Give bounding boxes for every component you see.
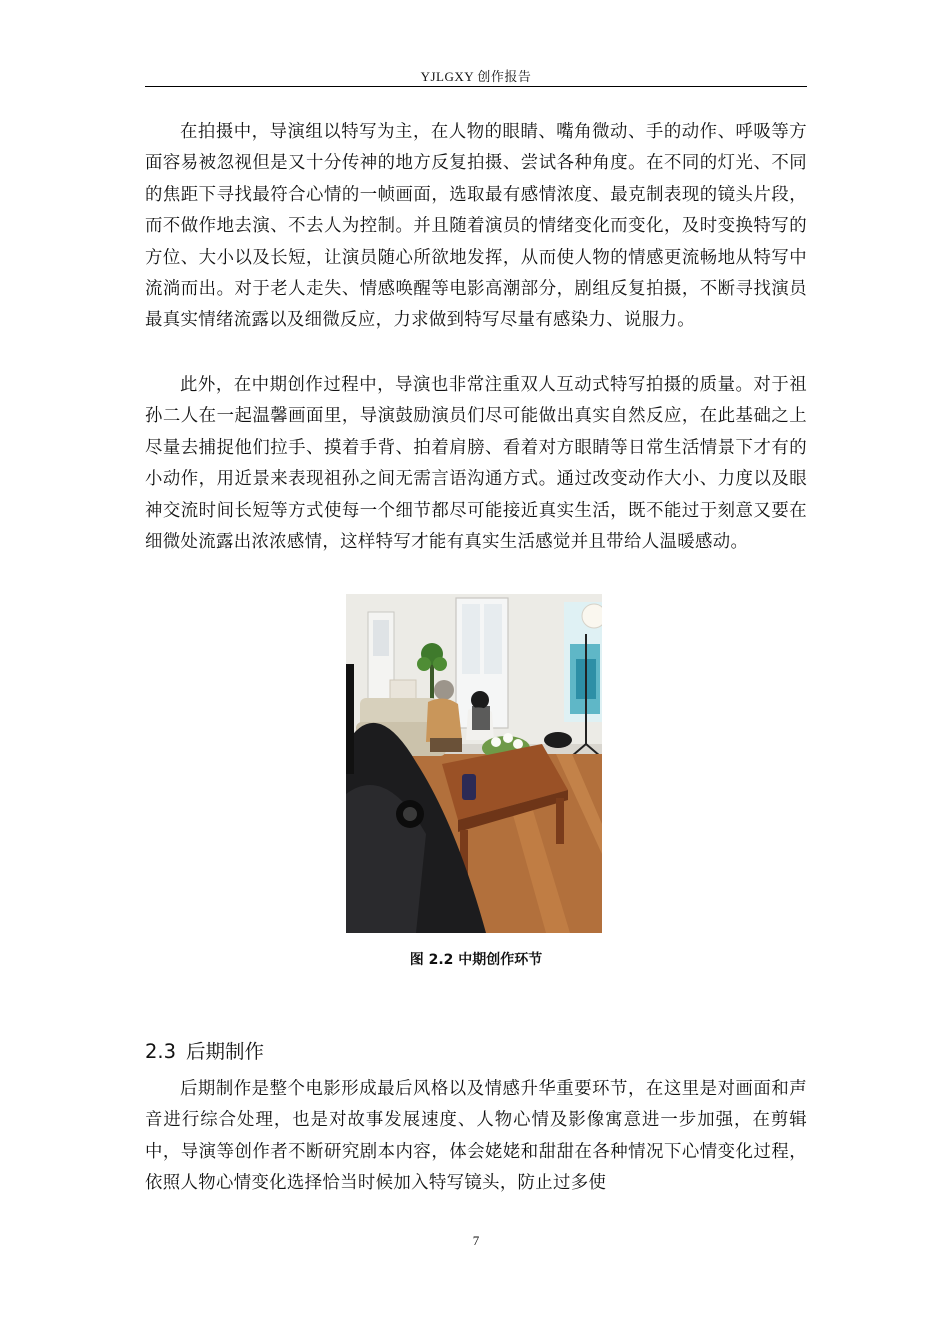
page-number: 7 [472, 1233, 480, 1248]
header-rule [145, 86, 807, 87]
running-header: YJLGXY 创作报告 [420, 69, 532, 84]
production-photo [346, 594, 602, 933]
section-number: 2.3 [145, 1040, 177, 1063]
figure-caption: 图 2.2 中期创作环节 [409, 952, 543, 968]
section-heading [145, 1036, 264, 1064]
section-title-text: 后期制作 [186, 1040, 265, 1063]
paragraph-filming-closeups: 在拍摄中，导演组以特写为主，在人物的眼睛、嘴角微动、手的动作、呼吸等方面容易被忽视但是又十分传神的地方反复拍摄、尝试各种角度。在不同的灯光、不同的焦距下寻找最符合心情的一帧画面，选取最有感情浓度、最克制表现的镜头片段，而不做作地去演、不去人为控制。并且随着演员的情绪变化而变化，及时变换特写的方位、大小以及长短，让演员随心所欲地发挥，从而使人物的情感更流畅地从特写中流淌而出。对于老人走失、情感唤醒等电影高潮部分，剧组反复拍摄，不断寻找演员最真实情绪流露以及细微反应，力求做到特写尽量有感染力、说服力。 [145, 122, 807, 331]
paragraph-two-person-closeups: 此外，在中期创作过程中，导演也非常注重双人互动式特写拍摄的质量。对于祖孙二人在一起温馨画面里，导演鼓励演员们尽可能做出真实自然反应，在此基础之上尽量去捕捉他们拉手、摸着手背、拍着肩膀、看着对方眼睛等日常生活情景下才有的小动作，用近景来表现祖孙之间无需言语沟通方式。通过改变动作大小、力度以及眼神交流时间长短等方式使每一个细节都尽可能接近真实生活，既不能过于刻意又要在细微处流露出浓浓感情，这样特写才能有真实生活感觉并且带给人温暖感动。 [145, 375, 807, 553]
paragraph-post-production: 后期制作是整个电影形成最后风格以及情感升华重要环节，在这里是对画面和声音进行综合处理，也是对故事发展速度、人物心情及影像寓意进一步加强，在剪辑中，导演等创作者不断研究剧本内容，体会姥姥和甜甜在各种情况下心情变化过程，依照人物心情变化选择恰当时候加入特写镜头，防止过多使 [145, 1079, 807, 1194]
